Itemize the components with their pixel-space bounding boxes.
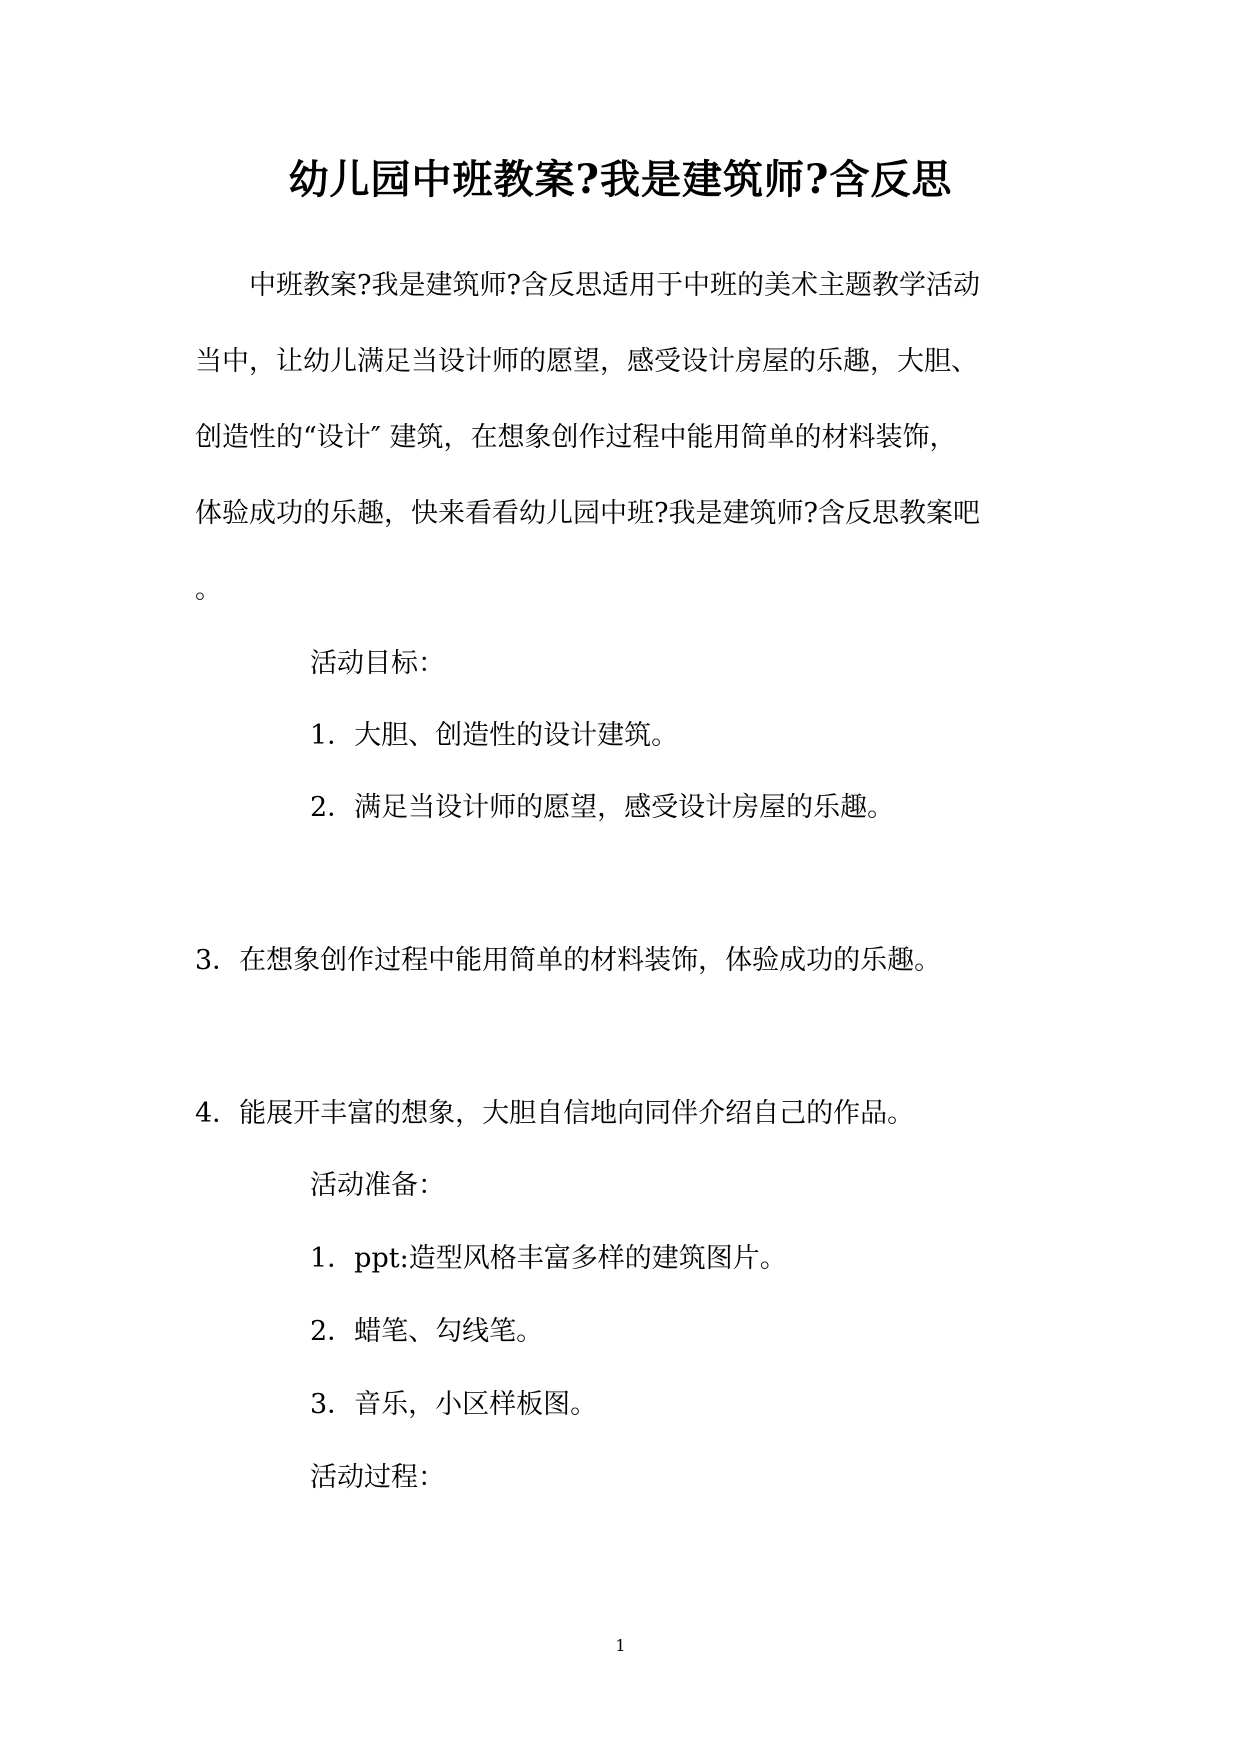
- intro-line: 体验成功的乐趣，快来看看幼儿园中班?我是建筑师?含反思教案吧: [195, 498, 980, 529]
- intro-paragraph: [195, 262, 1045, 642]
- prep-heading: 活动准备：: [310, 1170, 445, 1201]
- intro-line: 。: [195, 574, 222, 605]
- process-heading: 活动过程：: [310, 1462, 445, 1493]
- document-title: 幼儿园中班教案?我是建筑师?含反思: [288, 156, 953, 203]
- goal-item: 4．能展开丰富的想象，大胆自信地向同伴介绍自己的作品。: [195, 1098, 915, 1129]
- intro-line: 创造性的“设计″ 建筑，在想象创作过程中能用简单的材料装饰，: [195, 422, 957, 453]
- intro-line: 当中，让幼儿满足当设计师的愿望，感受设计房屋的乐趣，大胆、: [195, 346, 978, 377]
- goal-item: 3．在想象创作过程中能用简单的材料装饰，体验成功的乐趣。: [195, 945, 942, 976]
- prep-item: 3．音乐，小区样板图。: [310, 1389, 598, 1420]
- prep-item: 1．ppt:造型风格丰富多样的建筑图片。: [310, 1243, 787, 1274]
- goal-item: 2．满足当设计师的愿望，感受设计房屋的乐趣。: [310, 792, 895, 823]
- goal-item: 1．大胆、创造性的设计建筑。: [310, 720, 679, 751]
- intro-line: 中班教案?我是建筑师?含反思适用于中班的美术主题教学活动: [249, 270, 980, 301]
- page-number: 1: [615, 1636, 626, 1655]
- prep-item: 2．蜡笔、勾线笔。: [310, 1316, 544, 1347]
- goals-heading: 活动目标：: [310, 648, 445, 679]
